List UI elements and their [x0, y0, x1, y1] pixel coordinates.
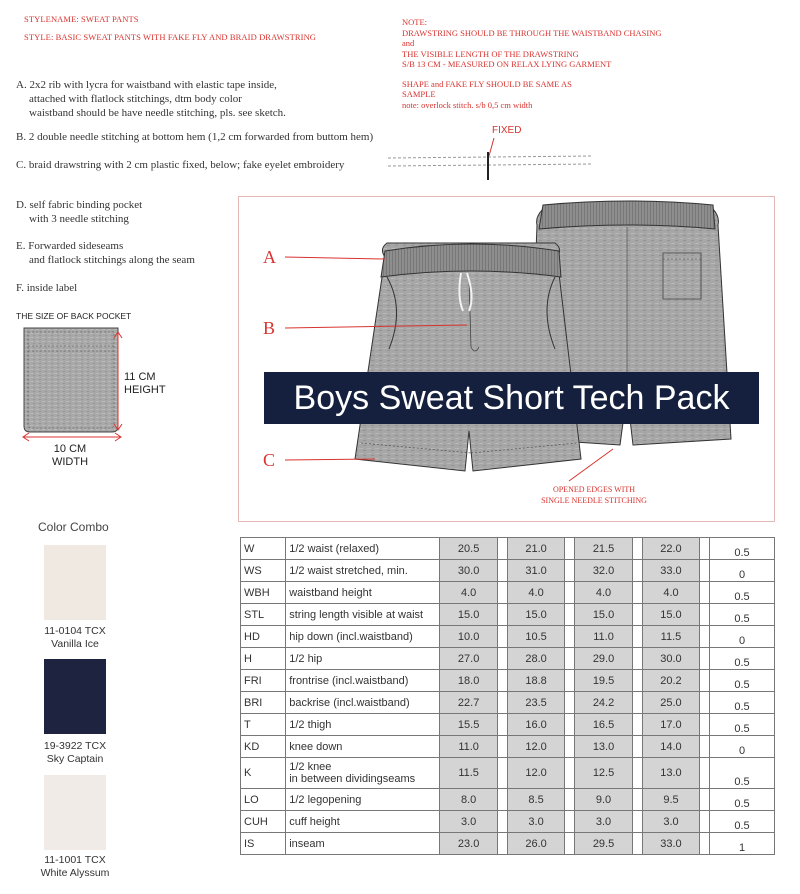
measurement-description [286, 833, 440, 855]
measurement-row [241, 833, 775, 855]
column-gap [632, 604, 642, 626]
column-gap [498, 604, 508, 626]
description-line: 1/2 thigh [289, 718, 332, 731]
spec-line: D. self fabric binding pocket [16, 199, 143, 211]
measurement-description [286, 811, 440, 833]
description-line: frontrise (incl.waistband) [289, 674, 409, 687]
column-gap [565, 758, 575, 789]
note-line: DRAWSTRING SHOULD BE THROUGH THE WAISTBAND CHASING [402, 27, 662, 38]
size-value: 15.0 [440, 604, 498, 626]
column-gap [498, 714, 508, 736]
pocket-width [40, 443, 100, 469]
pocket-width-label: WIDTH [51, 456, 89, 468]
size-value: 27.0 [440, 648, 498, 670]
column-gap [498, 692, 508, 714]
measurement-row [241, 736, 775, 758]
measurement-row [241, 811, 775, 833]
spec-line: attached with flatlock stitchings, dtm body color [29, 93, 242, 105]
column-gap [498, 811, 508, 833]
size-value: 3.0 [440, 811, 498, 833]
size-value: 12.0 [507, 736, 565, 758]
fixed-drawstring-diagram [388, 136, 593, 184]
measurement-row [241, 670, 775, 692]
spec-e [16, 239, 195, 267]
column-gap [700, 670, 710, 692]
size-value: 23.0 [440, 833, 498, 855]
column-gap [565, 582, 575, 604]
column-gap [632, 582, 642, 604]
spec-line: with 3 needle stitching [29, 213, 129, 225]
size-value: 8.5 [507, 789, 565, 811]
callout-b: B [263, 318, 276, 338]
color-name: White Alyssum [40, 867, 110, 879]
color-name: Vanilla Ice [51, 638, 99, 650]
column-gap [700, 692, 710, 714]
column-gap [700, 833, 710, 855]
size-value: 15.5 [440, 714, 498, 736]
size-value: 9.0 [575, 789, 633, 811]
size-value: 21.0 [507, 538, 565, 560]
spec-b: B. 2 double needle stitching at bottom hem (1,2 cm forwarded from buttom hem) [16, 131, 374, 143]
measurement-description [286, 714, 440, 736]
size-value: 15.0 [507, 604, 565, 626]
description-line: 1/2 knee [289, 761, 332, 773]
description-line: 1/2 hip [289, 652, 323, 665]
spec-line: E. Forwarded sideseams [16, 240, 124, 252]
size-value: 11.5 [642, 626, 700, 648]
measurement-row [241, 692, 775, 714]
color-label [20, 740, 130, 766]
size-value: 30.0 [440, 560, 498, 582]
color-swatch [44, 545, 106, 620]
pocket-width-value: 10 CM [53, 443, 87, 455]
size-value: 16.5 [575, 714, 633, 736]
tolerance-value: 0.5 [710, 714, 775, 736]
size-value: 13.0 [642, 758, 700, 789]
column-gap [565, 714, 575, 736]
measurement-code: FRI [241, 670, 286, 692]
column-gap [565, 833, 575, 855]
tolerance-value: 0.5 [710, 670, 775, 692]
description-line: waistband height [289, 586, 372, 599]
column-gap [700, 626, 710, 648]
size-value: 4.0 [507, 582, 565, 604]
column-gap [632, 789, 642, 811]
column-gap [565, 670, 575, 692]
column-gap [498, 758, 508, 789]
size-value: 31.0 [507, 560, 565, 582]
column-gap [700, 604, 710, 626]
pocket-width-arrow [22, 431, 122, 443]
note-line: note: overlock stitch. s/b 0,5 cm width [402, 99, 533, 110]
measurement-row [241, 758, 775, 789]
description-line: inseam [289, 837, 325, 850]
measurement-code: W [241, 538, 286, 560]
spec-c: C. braid drawstring with 2 cm plastic fixed, below; fake eyelet embroidery [16, 159, 345, 171]
size-value: 29.5 [575, 833, 633, 855]
column-gap [565, 736, 575, 758]
measurement-row [241, 789, 775, 811]
column-gap [498, 833, 508, 855]
column-gap [700, 714, 710, 736]
tolerance-value: 0.5 [710, 604, 775, 626]
column-gap [565, 560, 575, 582]
description-line: string length visible at waist [289, 608, 424, 621]
note-line: S/B 13 CM - MEASURED ON RELAX LYING GARMENT [402, 59, 612, 69]
style-description: STYLE: BASIC SWEAT PANTS WITH FAKE FLY AND BRAID DRAWSTRING [24, 32, 317, 42]
tolerance-value: 0.5 [710, 692, 775, 714]
measurement-description [286, 626, 440, 648]
note-line: OPENED EDGES WITH [552, 485, 636, 494]
column-gap [700, 811, 710, 833]
column-gap [498, 538, 508, 560]
measurement-description [286, 736, 440, 758]
size-value: 22.7 [440, 692, 498, 714]
size-value: 4.0 [642, 582, 700, 604]
column-gap [632, 758, 642, 789]
measurement-row [241, 582, 775, 604]
size-value: 11.0 [575, 626, 633, 648]
column-gap [498, 670, 508, 692]
measurement-code: LO [241, 789, 286, 811]
column-gap [700, 560, 710, 582]
size-value: 33.0 [642, 560, 700, 582]
column-gap [565, 626, 575, 648]
spec-line: and flatlock stitchings along the seam [29, 254, 195, 266]
measurement-code: KD [241, 736, 286, 758]
measurement-code: CUH [241, 811, 286, 833]
column-gap [632, 560, 642, 582]
column-gap [565, 648, 575, 670]
measurement-description [286, 789, 440, 811]
measurement-row [241, 604, 775, 626]
size-value: 22.0 [642, 538, 700, 560]
measurement-code: T [241, 714, 286, 736]
color-label [20, 854, 130, 880]
color-code: 11-0104 TCX [44, 625, 106, 637]
size-value: 15.0 [575, 604, 633, 626]
drawstring-note [402, 17, 662, 110]
pocket-title: THE SIZE OF BACK POCKET [16, 311, 132, 321]
tolerance-value: 0.5 [710, 538, 775, 560]
size-value: 4.0 [440, 582, 498, 604]
callout-a: A [263, 247, 276, 267]
column-gap [498, 582, 508, 604]
size-value: 13.0 [575, 736, 633, 758]
size-value: 12.0 [507, 758, 565, 789]
measurement-row [241, 648, 775, 670]
measurement-row [241, 560, 775, 582]
column-gap [632, 692, 642, 714]
size-value: 23.5 [507, 692, 565, 714]
tolerance-value: 0.5 [710, 758, 775, 789]
measurement-code: BRI [241, 692, 286, 714]
pocket-height [124, 371, 166, 397]
measurement-code: HD [241, 626, 286, 648]
measurement-description [286, 582, 440, 604]
column-gap [632, 670, 642, 692]
color-code: 19-3922 TCX [43, 740, 107, 752]
description-line: knee down [289, 740, 343, 753]
size-value: 25.0 [642, 692, 700, 714]
size-value: 14.0 [642, 736, 700, 758]
tolerance-value: 1 [710, 833, 775, 855]
column-gap [700, 789, 710, 811]
measurement-table [240, 537, 775, 855]
column-gap [498, 626, 508, 648]
tolerance-value: 0 [710, 560, 775, 582]
measurement-description [286, 692, 440, 714]
title-banner: Boys Sweat Short Tech Pack [264, 372, 759, 424]
column-gap [565, 692, 575, 714]
column-gap [632, 833, 642, 855]
column-gap [632, 626, 642, 648]
column-gap [632, 714, 642, 736]
size-value: 15.0 [642, 604, 700, 626]
measurement-code: IS [241, 833, 286, 855]
column-gap [498, 789, 508, 811]
column-gap [700, 582, 710, 604]
spec-d [16, 198, 142, 226]
measurement-description [286, 604, 440, 626]
color-label [20, 625, 130, 651]
description-line: in between dividingseams [289, 773, 416, 785]
column-gap [565, 811, 575, 833]
note-line: SHAPE and FAKE FLY SHOULD BE SAME AS [402, 78, 572, 89]
color-code: 11-1001 TCX [44, 854, 106, 866]
size-value: 18.8 [507, 670, 565, 692]
size-value: 29.0 [575, 648, 633, 670]
measurement-row [241, 538, 775, 560]
measurement-row [241, 714, 775, 736]
color-combo-title: Color Combo [38, 520, 109, 534]
size-value: 20.5 [440, 538, 498, 560]
measurement-description [286, 648, 440, 670]
measurement-code: K [241, 758, 286, 789]
color-swatch [44, 775, 106, 850]
size-value: 10.0 [440, 626, 498, 648]
spec-a [16, 78, 286, 120]
note-line: and [402, 38, 415, 48]
sketch-panel [238, 196, 775, 522]
size-value: 3.0 [642, 811, 700, 833]
spec-f: F. inside label [16, 282, 78, 294]
description-line: 1/2 waist stretched, min. [289, 564, 408, 577]
size-value: 10.5 [507, 626, 565, 648]
column-gap [700, 648, 710, 670]
column-gap [700, 736, 710, 758]
size-value: 16.0 [507, 714, 565, 736]
front-view [355, 243, 581, 471]
color-swatch [44, 659, 106, 734]
column-gap [565, 789, 575, 811]
color-name: Sky Captain [46, 753, 104, 765]
size-value: 12.5 [575, 758, 633, 789]
callout-c: C [263, 450, 276, 470]
size-value: 3.0 [575, 811, 633, 833]
size-value: 32.0 [575, 560, 633, 582]
pocket-height-label: HEIGHT [124, 384, 166, 396]
pocket-height-value: 11 CM [124, 371, 156, 383]
column-gap [498, 648, 508, 670]
size-value: 28.0 [507, 648, 565, 670]
size-value: 11.5 [440, 758, 498, 789]
size-value: 4.0 [575, 582, 633, 604]
measurement-description [286, 758, 440, 789]
opened-edges-note [535, 485, 653, 506]
column-gap [632, 538, 642, 560]
column-gap [700, 538, 710, 560]
description-line: backrise (incl.waistband) [289, 696, 410, 709]
column-gap [498, 560, 508, 582]
size-value: 26.0 [507, 833, 565, 855]
size-value: 20.2 [642, 670, 700, 692]
measurement-description [286, 670, 440, 692]
description-line: cuff height [289, 815, 340, 828]
fixed-label: FIXED [492, 125, 522, 136]
shorts-sketch [239, 197, 774, 521]
note-line: NOTE: [402, 17, 428, 27]
spec-line: A. 2x2 rib with lycra for waistband with elastic tape inside, [16, 79, 277, 91]
size-value: 33.0 [642, 833, 700, 855]
size-value: 30.0 [642, 648, 700, 670]
tolerance-value: 0.5 [710, 789, 775, 811]
measurement-code: STL [241, 604, 286, 626]
size-value: 19.5 [575, 670, 633, 692]
size-value: 18.0 [440, 670, 498, 692]
note-line: THE VISIBLE LENGTH OF THE DRAWSTRING [402, 48, 579, 59]
column-gap [632, 736, 642, 758]
size-value: 3.0 [507, 811, 565, 833]
column-gap [632, 648, 642, 670]
tolerance-value: 0 [710, 626, 775, 648]
size-value: 9.5 [642, 789, 700, 811]
measurement-description [286, 538, 440, 560]
measurement-row [241, 626, 775, 648]
size-value: 21.5 [575, 538, 633, 560]
note-line: SINGLE NEEDLE STITCHING [541, 495, 647, 505]
column-gap [565, 604, 575, 626]
tolerance-value: 0.5 [710, 648, 775, 670]
tolerance-value: 0.5 [710, 582, 775, 604]
size-value: 17.0 [642, 714, 700, 736]
description-line: 1/2 legopening [289, 793, 362, 806]
description-line: 1/2 waist (relaxed) [289, 542, 380, 555]
measurement-description [286, 560, 440, 582]
column-gap [632, 811, 642, 833]
measurement-code: H [241, 648, 286, 670]
column-gap [700, 758, 710, 789]
note-line: SAMPLE [402, 89, 436, 99]
stylename: STYLENAME: SWEAT PANTS [24, 14, 139, 24]
measurement-code: WS [241, 560, 286, 582]
column-gap [498, 736, 508, 758]
size-value: 11.0 [440, 736, 498, 758]
size-value: 24.2 [575, 692, 633, 714]
tolerance-value: 0 [710, 736, 775, 758]
tolerance-value: 0.5 [710, 811, 775, 833]
description-line: hip down (incl.waistband) [289, 630, 413, 643]
size-value: 8.0 [440, 789, 498, 811]
measurement-code: WBH [241, 582, 286, 604]
column-gap [565, 538, 575, 560]
spec-line: waistband should be have needle stitching, pls. see sketch. [29, 107, 286, 119]
